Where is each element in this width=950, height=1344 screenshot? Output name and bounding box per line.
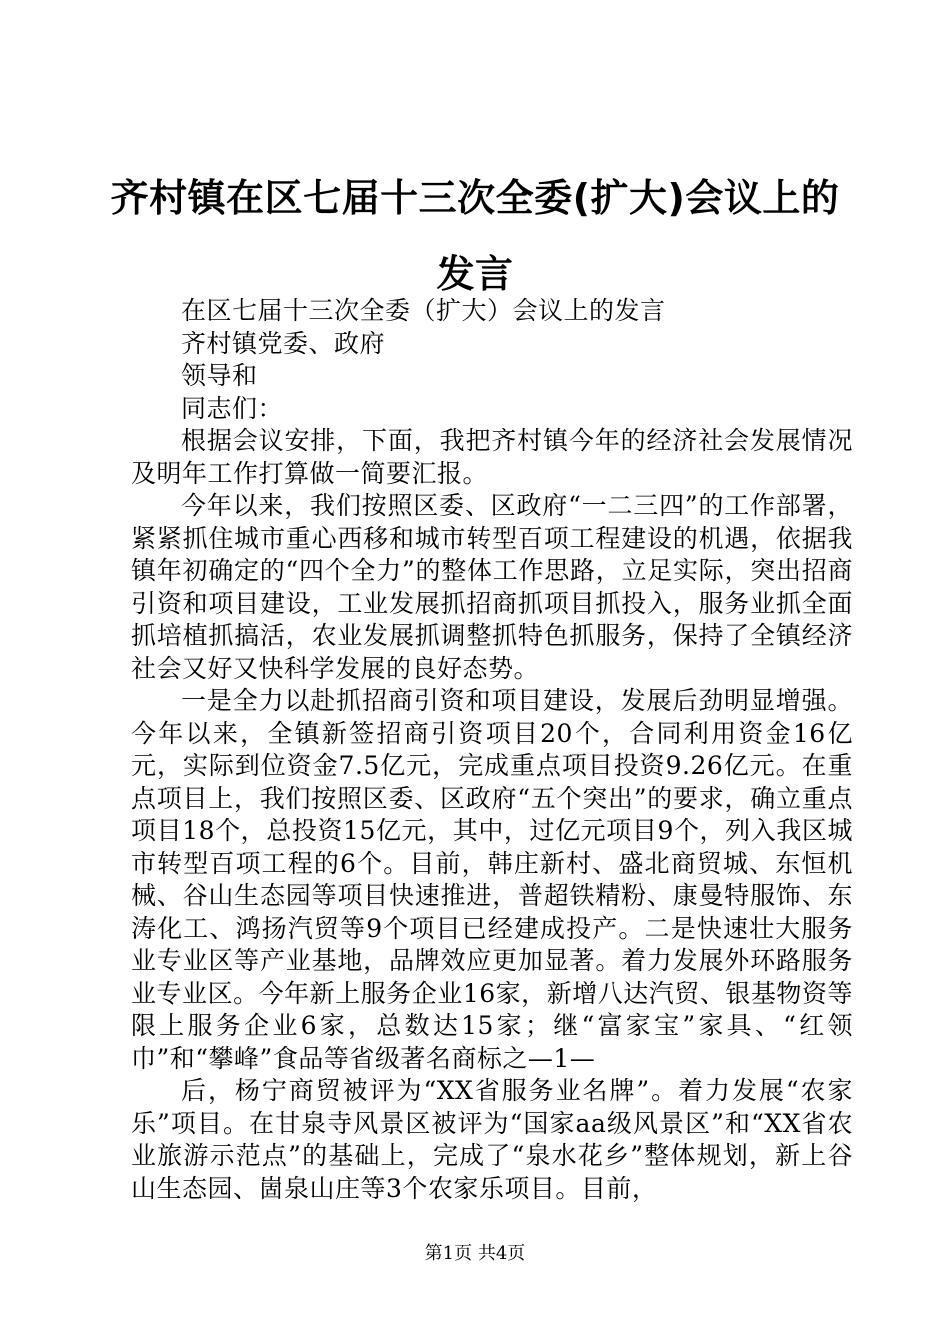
paragraph-intro: 根据会议安排，下面，我把齐村镇今年的经济社会发展情况及明年工作打算做一简要汇报。 (131, 426, 853, 488)
page-footer: 第1页 共4页 (424, 1243, 526, 1264)
paragraph-tourism: 后，杨宁商贸被评为“XX省服务业名牌”。着力发展“农家乐”项目。在甘泉寺风景区被评为“国家aa级风景区”和“XX省农业旅游示范点”的基础上，完成了“泉水花乡”整体规划，新上谷山生态园、崮泉山庄等3个农家乐项目。目前， (131, 1076, 853, 1203)
paragraph-speaker: 齐村镇党委、政府 (181, 328, 386, 358)
paragraph-overview: 今年以来，我们按照区委、区政府“一二三四”的工作部署，紧紧抓住城市重心西移和城市转型百项工程建设的机遇，依据我镇年初确定的“四个全力”的整体工作思路，立足实际，突出招商引资和项目建设，工业发展抓招商抓项目抓投入，服务业抓全面抓培植抓搞活，农业发展抓调整抓特色抓服务，保持了全镇经济社会又好又快科学发展的良好态势。 (131, 491, 853, 683)
document-body (131, 295, 853, 1205)
paragraph-salutation-leaders: 领导和 (181, 361, 258, 390)
document-title: 齐村镇在区七届十三次全委(扩大)会议上的发言 (110, 176, 840, 296)
paragraph-salutation-comrades: 同志们： (181, 393, 284, 423)
paragraph-investment: 一是全力以赴抓招商引资和项目建设，发展后劲明显增强。今年以来，全镇新签招商引资项目20个，合同利用资金16亿元，实际到位资金7.5亿元，完成重点项目投资9.26亿元。在重点项目上，我们按照区委、区政府“五个突出”的要求，确立重点项目18个，总投资15亿元，其中，过亿元项目9个，列入我区城市转型百项工程的6个。目前，韩庄新村、盛北商贸城、东恒机械、谷山生态园等项目快速推进，普超铁精粉、康曼特服饰、东涛化工、鸿扬汽贸等9个项目已经建成投产。二是快速壮大服务业专业区等产业基地，品牌效应更加显著。着力发展外环路服务业专业区。今年新上服务企业16家，新增八达汽贸、银基物资等限上服务企业6家，总数达15家；继“富家宝”家具、“红领巾”和“攀峰”食品等省级著名商标之—1— (131, 686, 853, 1073)
paragraph-subtitle: 在区七届十三次全委（扩大）会议上的发言 (181, 296, 666, 325)
